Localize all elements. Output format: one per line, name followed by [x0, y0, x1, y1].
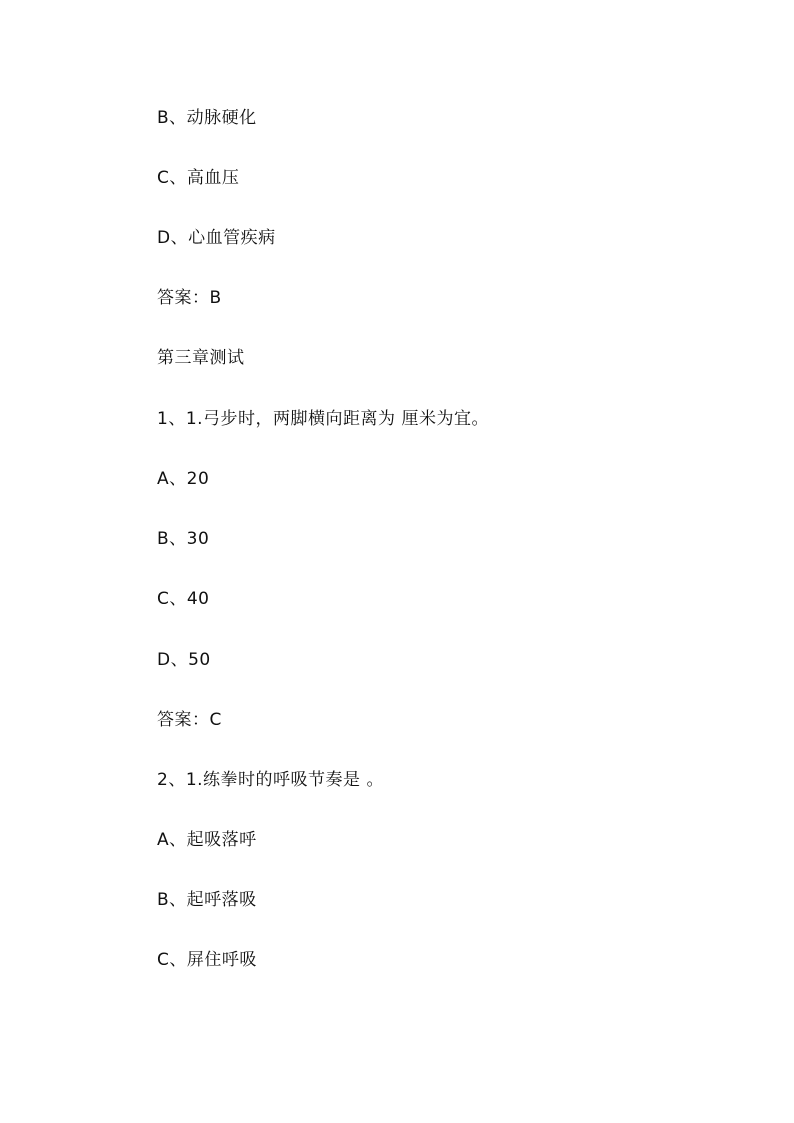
chapter-heading: 第三章测试: [157, 348, 245, 368]
option-line: B、动脉硬化: [157, 108, 257, 128]
option-line: C、屏住呼吸: [157, 950, 257, 970]
question-line: 2、1.练拳时的呼吸节奏是 。: [157, 770, 384, 790]
question-line: 1、1.弓步时，两脚横向距离为 厘米为宜。: [157, 409, 489, 429]
option-line: B、起呼落吸: [157, 890, 257, 910]
option-line: C、40: [157, 589, 210, 609]
option-line: A、20: [157, 469, 210, 489]
answer-line: 答案：C: [157, 710, 222, 730]
answer-line: 答案：B: [157, 288, 222, 308]
option-line: D、50: [157, 650, 211, 670]
option-line: A、起吸落呼: [157, 830, 257, 850]
option-line: B、30: [157, 529, 210, 549]
option-line: C、高血压: [157, 168, 240, 188]
option-line: D、心血管疾病: [157, 228, 276, 248]
